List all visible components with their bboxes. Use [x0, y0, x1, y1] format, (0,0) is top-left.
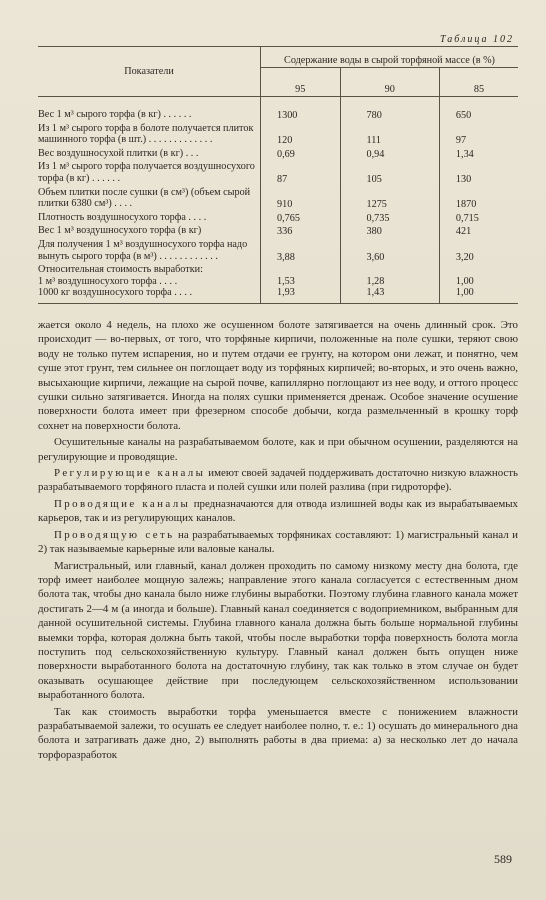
- term-regulating-channels: Регулирующие каналы: [54, 467, 206, 480]
- paragraph-rest: на разрабатываемых торфяниках составляют: 1) магистральный канал и 2) так называемые карьерные или валовые каналы.: [38, 528, 518, 556]
- column-header-95: 95: [261, 68, 341, 97]
- term-conducting-network: Проводящую сеть: [54, 528, 175, 541]
- paragraph: [38, 497, 518, 526]
- paragraph: Осушительные каналы на разрабатываемом болоте, как и при обычном осушении, разделяются на регулирующие и проводящие.: [38, 436, 518, 463]
- cell-value: 910: [261, 186, 341, 211]
- paragraph-rest: имеют своей задачей поддерживать достаточно низкую влажность разрабатываемого торфяного пласта и полей сушки или полей разлива (при гидроторфе).: [38, 467, 518, 494]
- row-label: Из 1 м³ сырого торфа в болоте получается плиток машинного торфа (в шт.) . . . . . . . . . . . . .: [38, 122, 261, 147]
- cell-value: 1,53 1,93: [261, 263, 341, 303]
- table-row: [38, 97, 518, 122]
- data-table: [38, 46, 518, 304]
- row-label: Для получения 1 м³ воздушносухого торфа надо вынуть сырого торфа (в м³) . . . . . . . . . . . .: [38, 238, 261, 263]
- paragraph: Магистральный, или главный, канал должен проходить по самому низкому месту дна болота, где торф имеет наиболее мощную залежь; направление этого канала согласуется с естественным дном болота так, чтобы дно канала было ниже глубины выработки. Поэтому глубина главного канала может достигать 2—4 м (а иногда и больше). Главный канал соединяется с водоприемником, выбранным для данной осушительной системы. Глубина главного канала должна быть больше нормальной глубины выемки торфа, которая должна быть такой, чтобы после выработки торфа поверхность болота могла поступить под сельскохозяйственную культуру. Главный канал должен быть опущен ниже поверхности выработанного болота на достаточную глубину, так как только в этом случае он будет оказывать осушающее действие при последующем сельскохозяйственном использовании выработанного болота.: [38, 559, 518, 702]
- paragraph: жается около 4 недель, на плохо же осушенном болоте затягивается на очень длинный срок. Это происходит — во-первых, от того, что торфяные кирпичи, положенные на поле сушки, теряют свою воду не только путем испарения, но и путем отдачи ее грунту, на котором они лежат, и понятно, чем суше этот грунт, тем сильнее он поглощает воду из торфяных кирпичей; во-вторых, и это очень важно, высыхающие кирпичи, лежащие на сырой почве, капиллярно поглощают из нее воду, и оттого процесс сушки сильно затягивается. Иногда на полях сушки применяется дренаж. Особое значение осушение поверхности болота имеет при фрезерном способе добычи, когда размельченный в крошку торф сохнет на поверхности болота.: [38, 319, 518, 432]
- cell-value: 421: [455, 226, 472, 238]
- cell-value: 87: [261, 160, 341, 185]
- paragraph: Так как стоимость выработки торфа уменьшается вместе с понижением влажности разрабатываемой залежи, то осушать ее следует наиболее полно, т. е.: 1) осушать до минерального дна болота и затрагивать даже дно, 2) выполнять работы в два приема: а) за несколько лет до начала торфоразработок: [38, 705, 518, 761]
- cell-value: 3,20: [455, 251, 474, 263]
- column-header-85: 85: [439, 68, 518, 97]
- cell-value: 650: [455, 110, 472, 121]
- cell-value: 1275: [340, 186, 439, 211]
- table-row: [38, 186, 518, 211]
- body-text: [38, 318, 518, 762]
- table-header-water-content: Содержание воды в сырой торфяной массе (в %): [261, 47, 519, 68]
- table-header-indicators: Показатели: [38, 47, 261, 97]
- cell-value: 1,28 1,43: [340, 263, 439, 303]
- table-row: [38, 147, 518, 161]
- cell-value: 0,735: [340, 211, 439, 225]
- cell-value: 380: [340, 224, 439, 238]
- column-header-90: 90: [340, 68, 439, 97]
- row-label: Объем плитки после сушки (в см³) (объем сырой плитки 6380 см³) . . . .: [38, 186, 261, 211]
- table-row: [38, 211, 518, 225]
- paragraph: [38, 528, 518, 557]
- cell-value: 336: [261, 224, 341, 238]
- cell-value: 0,715: [455, 212, 479, 224]
- cell-value: 1870: [455, 199, 477, 211]
- cell-value: 0,69: [261, 147, 341, 161]
- table-row: [38, 238, 518, 263]
- table-row: [38, 160, 518, 185]
- row-label: Вес 1 м³ сырого торфа (в кг) . . . . . .: [38, 97, 261, 122]
- paragraph: [38, 466, 518, 495]
- row-label: Вес 1 м³ воздушносухого торфа (в кг): [38, 224, 261, 238]
- cell-value: 105: [340, 160, 439, 185]
- paragraph-rest: предназначаются для отвода излишней воды как из вырабатываемых карьеров, так и из регулирующих каналов.: [38, 497, 519, 525]
- cell-value: 780: [340, 97, 439, 122]
- table-row: [38, 122, 518, 147]
- row-label: Относительная стоимость выработки: 1 м³ воздушносухого торфа . . . . 1000 кг воздушносухого торфа . . . .: [38, 263, 261, 303]
- cell-value: 0,765: [261, 211, 341, 225]
- cell-value: 97: [455, 135, 467, 147]
- cell-value: 111: [340, 122, 439, 147]
- cell-value: 130: [455, 173, 472, 185]
- page-number: 589: [494, 852, 512, 866]
- row-label: Из 1 м³ сырого торфа получается воздушносухого торфа (в кг) . . . . . .: [38, 160, 261, 185]
- table-row: [38, 263, 518, 303]
- cell-value: 3,60: [340, 238, 439, 263]
- cell-value: 0,94: [340, 147, 439, 161]
- row-label: Вес воздушносухой плитки (в кг) . . .: [38, 147, 261, 161]
- cell-value: 1300: [261, 97, 341, 122]
- row-label: Плотность воздушносухого торфа . . . .: [38, 211, 261, 225]
- cell-value: 1,00 1,00: [439, 263, 518, 303]
- term-conducting-channels: Проводящие каналы: [54, 497, 191, 510]
- cell-value: 3,88: [261, 238, 341, 263]
- cell-value: 1,34: [455, 148, 474, 160]
- table-row: [38, 224, 518, 238]
- cell-value: 120: [261, 122, 341, 147]
- table-label: Таблица 102: [440, 34, 514, 45]
